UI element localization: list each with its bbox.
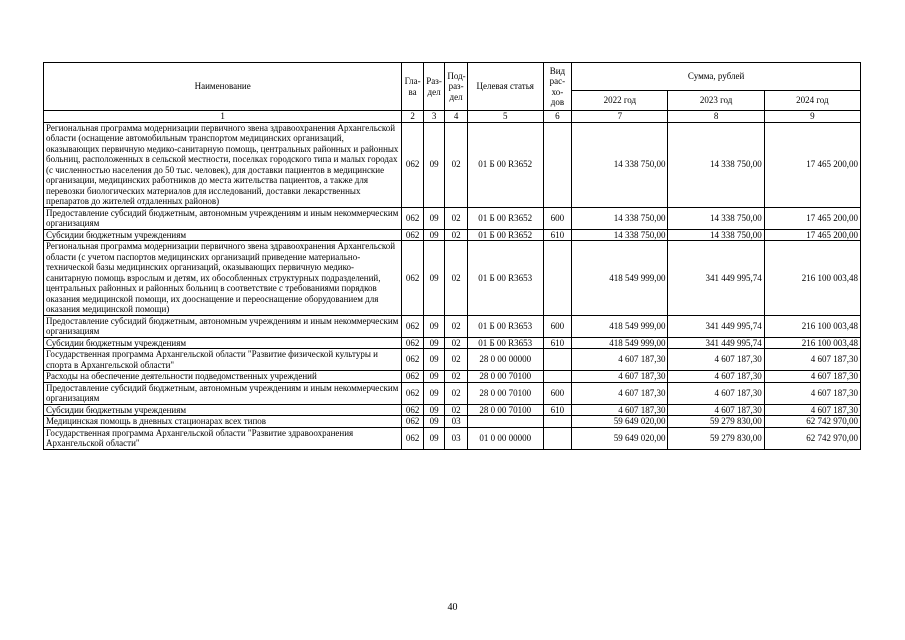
row-podrazdel: 02 <box>445 122 468 207</box>
row-name: Субсидии бюджетным учреждениям <box>44 229 402 241</box>
table-row <box>44 207 861 229</box>
row-sum-2022: 59 649 020,00 <box>572 416 668 428</box>
column-number: 5 <box>467 111 543 123</box>
table-row <box>44 382 861 404</box>
row-glava: 062 <box>402 229 424 241</box>
row-glava: 062 <box>402 207 424 229</box>
row-podrazdel: 02 <box>445 337 468 349</box>
row-glava: 062 <box>402 371 424 383</box>
row-glava: 062 <box>402 349 424 371</box>
row-podrazdel: 02 <box>445 404 468 416</box>
row-sum-2024: 216 100 003,48 <box>764 337 860 349</box>
row-sum-2023: 59 279 830,00 <box>668 427 764 449</box>
row-sum-2022: 14 338 750,00 <box>572 122 668 207</box>
row-name: Предоставление субсидий бюджетным, автономным учреждениям и иным некоммерческим организациям <box>44 315 402 337</box>
row-name: Государственная программа Архангельской области "Развитие физической культуры и спорта в Архангельской области" <box>44 349 402 371</box>
row-razdel: 09 <box>423 349 445 371</box>
row-glava: 062 <box>402 404 424 416</box>
row-sum-2023: 341 449 995,74 <box>668 241 764 316</box>
row-target: 28 0 00 70100 <box>467 371 543 383</box>
column-number: 9 <box>764 111 860 123</box>
row-sum-2023: 14 338 750,00 <box>668 207 764 229</box>
row-name: Субсидии бюджетным учреждениям <box>44 337 402 349</box>
row-podrazdel: 02 <box>445 241 468 316</box>
row-sum-2024: 216 100 003,48 <box>764 241 860 316</box>
row-razdel: 09 <box>423 382 445 404</box>
budget-table <box>43 62 861 450</box>
header-vid: Вид рас-хо-дов <box>543 63 572 111</box>
row-razdel: 09 <box>423 416 445 428</box>
row-vid <box>543 241 572 316</box>
row-glava: 062 <box>402 122 424 207</box>
row-razdel: 09 <box>423 371 445 383</box>
row-target: 01 Б 00 R3653 <box>467 241 543 316</box>
row-target: 28 0 00 70100 <box>467 404 543 416</box>
row-podrazdel: 02 <box>445 207 468 229</box>
column-number: 8 <box>668 111 764 123</box>
column-number: 1 <box>44 111 402 123</box>
table-row <box>44 122 861 207</box>
column-number: 7 <box>572 111 668 123</box>
row-sum-2022: 418 549 999,00 <box>572 337 668 349</box>
row-razdel: 09 <box>423 404 445 416</box>
row-vid <box>543 349 572 371</box>
row-vid <box>543 416 572 428</box>
row-vid: 610 <box>543 229 572 241</box>
table-row <box>44 337 861 349</box>
row-name: Предоставление субсидий бюджетным, автономным учреждениям и иным некоммерческим организациям <box>44 207 402 229</box>
table-row <box>44 371 861 383</box>
row-target: 01 Б 00 R3653 <box>467 315 543 337</box>
row-sum-2024: 17 465 200,00 <box>764 122 860 207</box>
row-glava: 062 <box>402 337 424 349</box>
header-glava: Гла-ва <box>402 63 424 111</box>
row-podrazdel: 02 <box>445 315 468 337</box>
header-year-2023: 2023 год <box>668 91 764 111</box>
row-sum-2024: 216 100 003,48 <box>764 315 860 337</box>
row-podrazdel: 02 <box>445 229 468 241</box>
row-sum-2023: 341 449 995,74 <box>668 315 764 337</box>
row-glava: 062 <box>402 315 424 337</box>
row-name: Государственная программа Архангельской области "Развитие здравоохранения Архангельской области" <box>44 427 402 449</box>
row-vid: 610 <box>543 404 572 416</box>
column-number: 3 <box>423 111 445 123</box>
row-name: Субсидии бюджетным учреждениям <box>44 404 402 416</box>
row-target: 28 0 00 70100 <box>467 382 543 404</box>
row-sum-2023: 4 607 187,30 <box>668 404 764 416</box>
row-podrazdel: 02 <box>445 349 468 371</box>
page-number: 40 <box>447 602 458 613</box>
row-glava: 062 <box>402 416 424 428</box>
row-sum-2024: 17 465 200,00 <box>764 229 860 241</box>
header-year-2024: 2024 год <box>764 91 860 111</box>
header-sum: Сумма, рублей <box>572 63 861 91</box>
row-name: Расходы на обеспечение деятельности подведомственных учреждений <box>44 371 402 383</box>
row-sum-2023: 4 607 187,30 <box>668 382 764 404</box>
row-sum-2022: 418 549 999,00 <box>572 315 668 337</box>
column-number: 4 <box>445 111 468 123</box>
header-podrazdel: Под-раз-дел <box>445 63 468 111</box>
row-vid: 600 <box>543 207 572 229</box>
row-sum-2024: 4 607 187,30 <box>764 404 860 416</box>
row-vid <box>543 371 572 383</box>
row-sum-2024: 62 742 970,00 <box>764 427 860 449</box>
row-name: Медицинская помощь в дневных стационарах всех типов <box>44 416 402 428</box>
row-sum-2024: 62 742 970,00 <box>764 416 860 428</box>
row-sum-2023: 14 338 750,00 <box>668 229 764 241</box>
row-sum-2022: 418 549 999,00 <box>572 241 668 316</box>
table-row <box>44 315 861 337</box>
row-target: 01 Б 00 R3652 <box>467 207 543 229</box>
row-sum-2024: 4 607 187,30 <box>764 349 860 371</box>
table-row <box>44 416 861 428</box>
column-number-row <box>44 111 861 123</box>
row-sum-2023: 4 607 187,30 <box>668 349 764 371</box>
row-sum-2023: 341 449 995,74 <box>668 337 764 349</box>
row-razdel: 09 <box>423 122 445 207</box>
row-sum-2022: 4 607 187,30 <box>572 404 668 416</box>
row-name: Региональная программа модернизации первичного звена здравоохранения Архангельской области (оснащение автомобильным транспортом медицинских организаций, оказывающих первичную медико-санитарную помощь, центральных районных и районных больниц, расположенных в сельской местности, поселках городского типа и малых городах (с численностью населения до 50 тыс. человек), для доставки пациентов в медицинские организации, медицинских работников до места жительства пациентов, а также для перевозки биологических материалов для исследований, доставки лекарственных препаратов до жителей отдаленных районов) <box>44 122 402 207</box>
row-vid <box>543 427 572 449</box>
row-target <box>467 416 543 428</box>
table-row <box>44 241 861 316</box>
header-target: Целевая статья <box>467 63 543 111</box>
row-vid <box>543 122 572 207</box>
row-sum-2022: 59 649 020,00 <box>572 427 668 449</box>
table-row <box>44 229 861 241</box>
row-sum-2023: 59 279 830,00 <box>668 416 764 428</box>
row-sum-2022: 14 338 750,00 <box>572 207 668 229</box>
row-glava: 062 <box>402 427 424 449</box>
row-sum-2024: 17 465 200,00 <box>764 207 860 229</box>
table-row <box>44 427 861 449</box>
row-target: 01 Б 00 R3652 <box>467 229 543 241</box>
table-row <box>44 404 861 416</box>
row-razdel: 09 <box>423 337 445 349</box>
row-podrazdel: 02 <box>445 382 468 404</box>
row-vid: 610 <box>543 337 572 349</box>
row-name: Региональная программа модернизации первичного звена здравоохранения Архангельской области (с учетом паспортов медицинских организаций приведение материально-технической базы медицинских организаций, оказывающих первичную медико-санитарную помощь взрослым и детям, их обособленных структурных подразделений, центральных районных и районных больниц в соответствие с требованиями порядков оказания медицинской помощи, их дооснащение и переоснащение оборудованием для оказания медицинской помощи) <box>44 241 402 316</box>
row-sum-2022: 4 607 187,30 <box>572 349 668 371</box>
row-sum-2024: 4 607 187,30 <box>764 382 860 404</box>
row-podrazdel: 03 <box>445 427 468 449</box>
header-name: Наименование <box>44 63 402 111</box>
row-vid: 600 <box>543 382 572 404</box>
row-sum-2022: 4 607 187,30 <box>572 382 668 404</box>
row-sum-2023: 4 607 187,30 <box>668 371 764 383</box>
row-razdel: 09 <box>423 315 445 337</box>
row-razdel: 09 <box>423 207 445 229</box>
row-target: 28 0 00 00000 <box>467 349 543 371</box>
row-podrazdel: 02 <box>445 371 468 383</box>
row-razdel: 09 <box>423 241 445 316</box>
row-sum-2022: 14 338 750,00 <box>572 229 668 241</box>
table-row <box>44 349 861 371</box>
row-podrazdel: 03 <box>445 416 468 428</box>
row-target: 01 Б 00 R3653 <box>467 337 543 349</box>
row-glava: 062 <box>402 241 424 316</box>
row-razdel: 09 <box>423 229 445 241</box>
row-name: Предоставление субсидий бюджетным, автономным учреждениям и иным некоммерческим организациям <box>44 382 402 404</box>
row-target: 01 Б 00 R3652 <box>467 122 543 207</box>
row-sum-2022: 4 607 187,30 <box>572 371 668 383</box>
row-glava: 062 <box>402 382 424 404</box>
row-sum-2023: 14 338 750,00 <box>668 122 764 207</box>
column-number: 2 <box>402 111 424 123</box>
row-sum-2024: 4 607 187,30 <box>764 371 860 383</box>
column-number: 6 <box>543 111 572 123</box>
header-razdel: Раз-дел <box>423 63 445 111</box>
header-year-2022: 2022 год <box>572 91 668 111</box>
row-vid: 600 <box>543 315 572 337</box>
row-razdel: 09 <box>423 427 445 449</box>
row-target: 01 0 00 00000 <box>467 427 543 449</box>
